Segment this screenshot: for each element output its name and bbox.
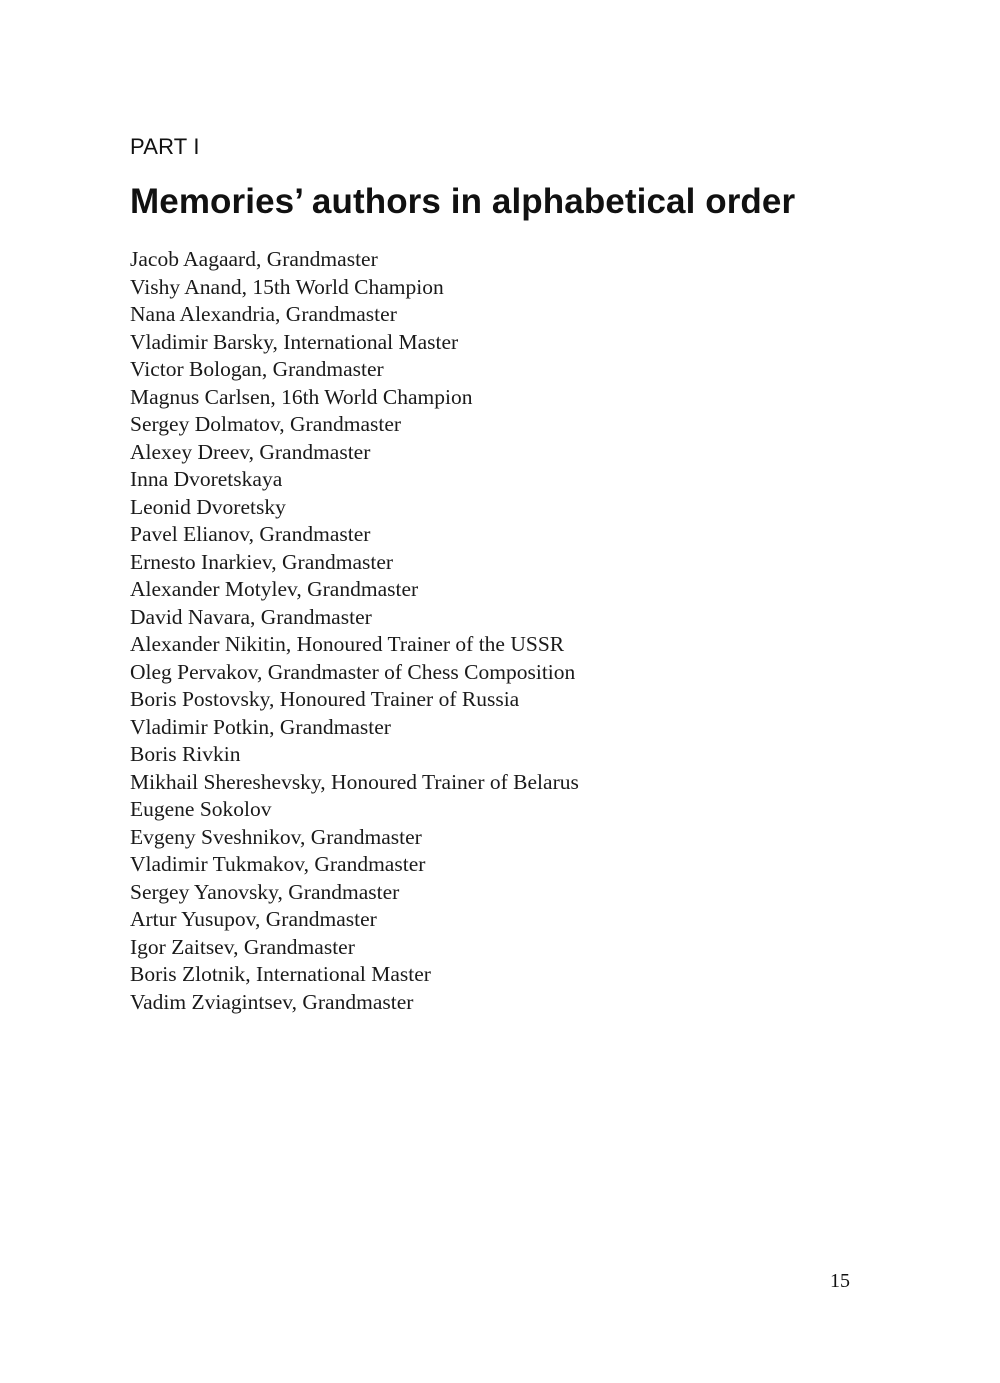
- list-item: Vadim Zviagintsev, Grandmaster: [130, 989, 414, 1014]
- list-item: Vladimir Tukmakov, Grandmaster: [130, 852, 426, 876]
- list-item: Boris Rivkin: [130, 742, 241, 766]
- list-item: Alexey Dreev, Grandmaster: [130, 439, 371, 464]
- list-item: Artur Yusupov, Grandmaster: [130, 907, 377, 931]
- list-item: Vladimir Potkin, Grandmaster: [130, 714, 391, 739]
- list-item: Vishy Anand, 15th World Champion: [130, 274, 444, 299]
- list-item: Oleg Pervakov, Grandmaster of Chess Composition: [130, 659, 576, 684]
- page-number: 15: [830, 1270, 850, 1292]
- list-item: Vladimir Barsky, International Master: [130, 329, 459, 354]
- list-item: Alexander Nikitin, Honoured Trainer of the USSR: [130, 632, 565, 656]
- list-item: Leonid Dvoretsky: [130, 494, 286, 519]
- list-item: Igor Zaitsev, Grandmaster: [130, 934, 355, 959]
- page-title: Memories’ authors in alphabetical order: [130, 182, 796, 221]
- author-list: [130, 246, 579, 1016]
- list-item: Inna Dvoretskaya: [130, 467, 283, 491]
- list-item: Sergey Dolmatov, Grandmaster: [130, 412, 402, 436]
- list-item: David Navara, Grandmaster: [130, 604, 372, 629]
- part-label: PART I: [130, 134, 200, 159]
- list-item: Nana Alexandria, Grandmaster: [130, 302, 397, 326]
- list-item: Eugene Sokolov: [130, 797, 272, 821]
- list-item: Alexander Motylev, Grandmaster: [130, 577, 419, 601]
- list-item: Sergey Yanovsky, Grandmaster: [130, 879, 400, 904]
- list-item: Boris Zlotnik, International Master: [130, 962, 431, 986]
- list-item: Evgeny Sveshnikov, Grandmaster: [130, 824, 422, 849]
- list-item: Magnus Carlsen, 16th World Champion: [130, 384, 473, 409]
- list-item: Jacob Aagaard, Grandmaster: [130, 247, 378, 271]
- list-item: Victor Bologan, Grandmaster: [130, 357, 384, 381]
- list-item: Pavel Elianov, Grandmaster: [130, 522, 371, 546]
- list-item: Ernesto Inarkiev, Grandmaster: [130, 549, 394, 574]
- list-item: Mikhail Shereshevsky, Honoured Trainer of Belarus: [130, 769, 579, 794]
- list-item: Boris Postovsky, Honoured Trainer of Russia: [130, 687, 520, 711]
